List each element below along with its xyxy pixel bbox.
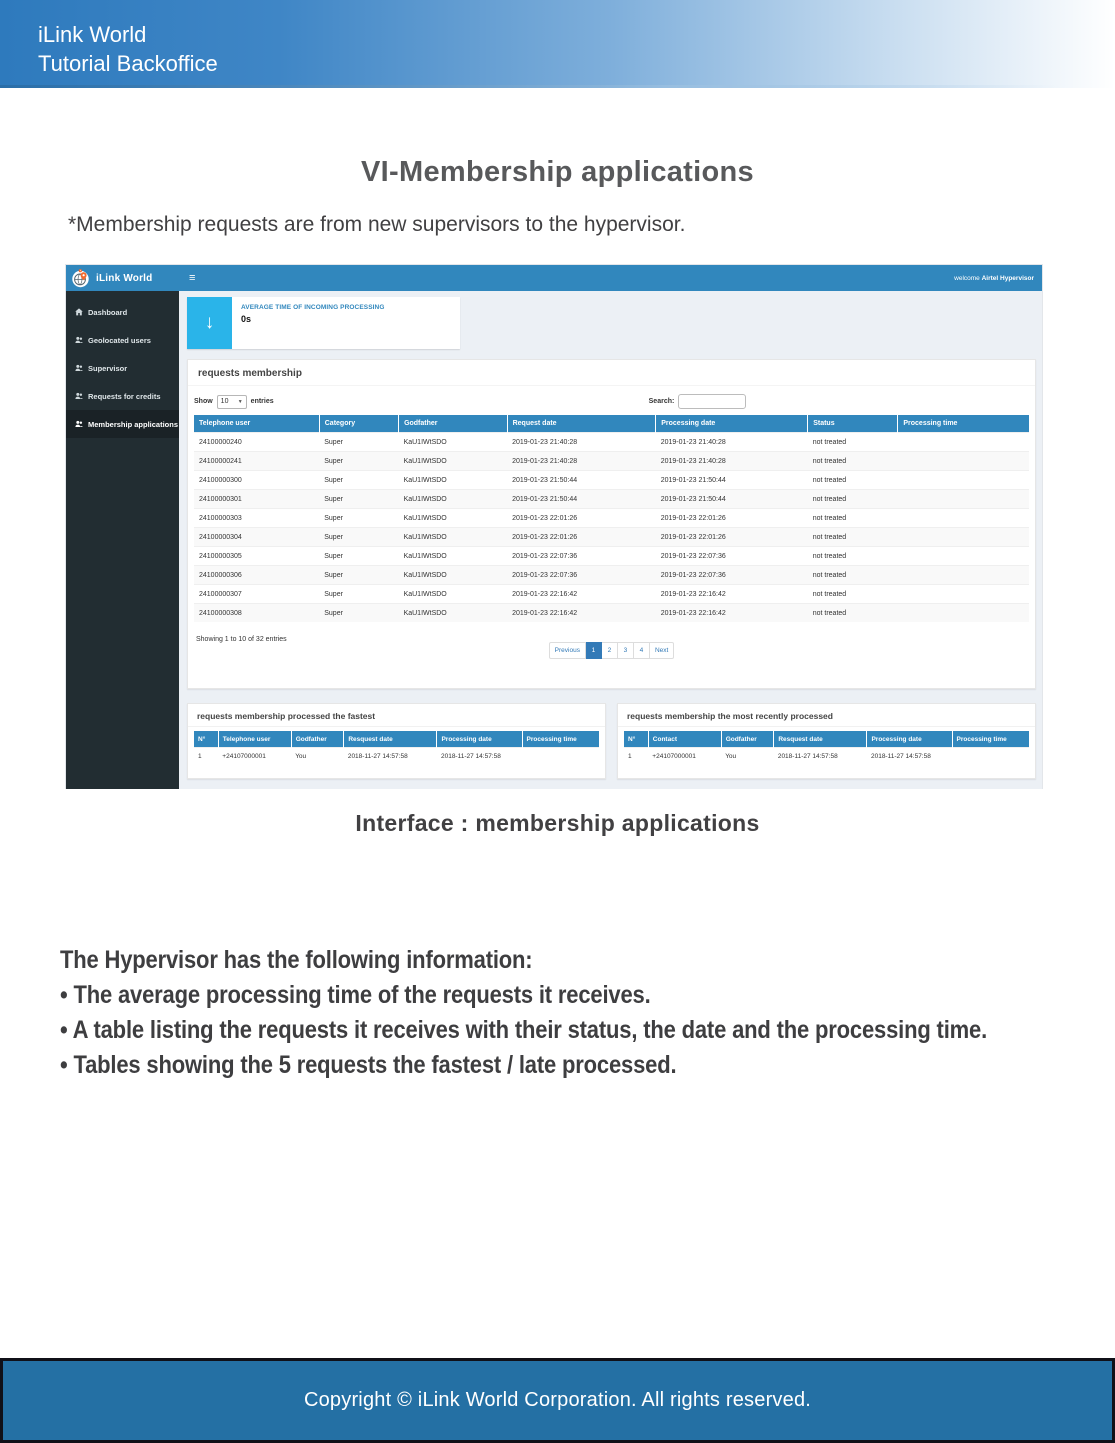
table-row bbox=[194, 604, 1029, 623]
table-cell: 24100000303 bbox=[194, 509, 319, 528]
column-header[interactable]: Godfather bbox=[721, 731, 774, 748]
table-cell: not treated bbox=[808, 566, 898, 585]
brand-logo-icon bbox=[71, 269, 90, 288]
info-bullet: • A table listing the requests it receives with their status, the date and the processing time. bbox=[60, 1016, 988, 1044]
table-controls bbox=[188, 386, 1035, 415]
requests-membership-table bbox=[194, 415, 1029, 622]
note-text: *Membership requests are from new supervisors to the hypervisor. bbox=[68, 213, 686, 236]
table-cell: 2019-01-23 22:07:36 bbox=[507, 566, 656, 585]
sidebar-item-label: Supervisor bbox=[88, 363, 128, 373]
average-time-card bbox=[187, 297, 460, 349]
table-cell: 2018-11-27 14:57:58 bbox=[867, 748, 952, 766]
column-header[interactable]: Resquest date bbox=[344, 731, 437, 748]
pagination-page-1[interactable]: 1 bbox=[586, 642, 602, 659]
table-row bbox=[194, 490, 1029, 509]
table-cell: Super bbox=[319, 490, 398, 509]
show-label: Show bbox=[194, 398, 213, 405]
column-header[interactable]: Contact bbox=[648, 731, 721, 748]
table-cell bbox=[898, 528, 1029, 547]
brand-name: iLink World bbox=[96, 272, 153, 284]
header-row bbox=[624, 731, 1029, 748]
table-cell: You bbox=[291, 748, 344, 766]
table-cell: not treated bbox=[808, 604, 898, 623]
table-cell: 2019-01-23 21:40:28 bbox=[507, 433, 656, 452]
table-cell: 2018-11-27 14:57:58 bbox=[437, 748, 522, 766]
copyright-text: Copyright © iLink World Corporation. All rights reserved. bbox=[303, 1389, 812, 1411]
table-cell: Super bbox=[319, 433, 398, 452]
sidebar-item-requests-for-credits[interactable] bbox=[66, 382, 179, 410]
table-row bbox=[194, 528, 1029, 547]
sidebar-item-dashboard[interactable] bbox=[66, 298, 179, 326]
column-header[interactable]: Category bbox=[319, 415, 398, 433]
table-cell: 2019-01-23 22:16:42 bbox=[507, 585, 656, 604]
table-cell bbox=[898, 604, 1029, 623]
table-cell bbox=[898, 452, 1029, 471]
fastest-processed-table bbox=[194, 731, 599, 765]
table-cell: You bbox=[721, 748, 774, 766]
table-cell: 2019-01-23 21:40:28 bbox=[656, 452, 808, 471]
sidebar-item-geolocated-users[interactable] bbox=[66, 326, 179, 354]
info-bullet: • The average processing time of the requests it receives. bbox=[60, 981, 651, 1009]
panel-title: requests membership processed the fastest bbox=[188, 704, 605, 727]
table-cell: KaU1IWtSDO bbox=[399, 433, 508, 452]
hamburger-menu-icon[interactable]: ≡ bbox=[189, 272, 196, 284]
column-header[interactable]: Processing date bbox=[867, 731, 952, 748]
column-header[interactable]: Processing date bbox=[437, 731, 522, 748]
recently-processed-panel bbox=[617, 703, 1036, 779]
table-cell: KaU1IWtSDO bbox=[399, 585, 508, 604]
column-header[interactable]: Processing time bbox=[898, 415, 1029, 433]
info-heading: The Hypervisor has the following information: bbox=[60, 946, 533, 974]
table-cell: not treated bbox=[808, 490, 898, 509]
panel-title: requests membership the most recently processed bbox=[618, 704, 1035, 727]
table-cell: 2018-11-27 14:57:58 bbox=[344, 748, 437, 766]
column-header[interactable]: Godfather bbox=[291, 731, 344, 748]
table-cell: not treated bbox=[808, 547, 898, 566]
table-cell: KaU1IWtSDO bbox=[399, 604, 508, 623]
column-header[interactable]: Telephone user bbox=[218, 731, 291, 748]
table-row bbox=[194, 566, 1029, 585]
entries-summary: Showing 1 to 10 of 32 entries bbox=[196, 636, 287, 643]
document-footer bbox=[0, 1358, 1115, 1443]
column-header[interactable]: Request date bbox=[507, 415, 656, 433]
welcome-prefix: welcome bbox=[954, 274, 980, 282]
table-cell: Super bbox=[319, 604, 398, 623]
table-cell: not treated bbox=[808, 509, 898, 528]
table-row bbox=[194, 452, 1029, 471]
pagination bbox=[194, 642, 1029, 659]
header-row bbox=[194, 731, 599, 748]
table-cell: 2019-01-23 21:50:44 bbox=[656, 490, 808, 509]
info-bullet: • Tables showing the 5 requests the fastest / late processed. bbox=[60, 1051, 677, 1079]
entries-select[interactable] bbox=[217, 395, 247, 409]
table-cell: KaU1IWtSDO bbox=[399, 566, 508, 585]
table-cell: 2019-01-23 22:07:36 bbox=[507, 547, 656, 566]
fastest-processed-panel bbox=[187, 703, 606, 779]
table-row bbox=[624, 748, 1029, 766]
column-header[interactable]: Telephone user bbox=[194, 415, 319, 433]
table-cell: 1 bbox=[624, 748, 648, 766]
table-cell: 24100000300 bbox=[194, 471, 319, 490]
table-cell: 2019-01-23 21:40:28 bbox=[507, 452, 656, 471]
table-cell bbox=[898, 471, 1029, 490]
column-header[interactable]: Processing time bbox=[952, 731, 1029, 748]
table-cell: not treated bbox=[808, 585, 898, 604]
table-row bbox=[194, 433, 1029, 452]
panel-title: requests membership bbox=[188, 360, 1035, 386]
table-cell: 2018-11-27 14:57:58 bbox=[774, 748, 867, 766]
table-cell: Super bbox=[319, 547, 398, 566]
table-body bbox=[624, 748, 1029, 766]
table-cell bbox=[898, 509, 1029, 528]
table-row bbox=[194, 471, 1029, 490]
table-cell bbox=[898, 547, 1029, 566]
info-text-block bbox=[60, 943, 1068, 1083]
home-icon bbox=[75, 308, 83, 316]
table-cell: Super bbox=[319, 585, 398, 604]
column-header[interactable]: N° bbox=[194, 731, 218, 748]
table-cell: not treated bbox=[808, 433, 898, 452]
sidebar-item-label: Dashboard bbox=[88, 307, 128, 317]
entries-control bbox=[194, 395, 274, 409]
table-cell: 2019-01-23 21:50:44 bbox=[656, 471, 808, 490]
table-cell: 24100000307 bbox=[194, 585, 319, 604]
table-body bbox=[194, 748, 599, 766]
doc-header-line2: Tutorial Backoffice bbox=[38, 51, 218, 76]
table-cell: KaU1IWtSDO bbox=[399, 452, 508, 471]
users-icon bbox=[75, 364, 83, 372]
table-cell: 2019-01-23 22:07:36 bbox=[656, 547, 808, 566]
table-cell: 2019-01-23 22:01:26 bbox=[507, 528, 656, 547]
table-cell: not treated bbox=[808, 528, 898, 547]
table-cell: Super bbox=[319, 471, 398, 490]
column-header[interactable]: N° bbox=[624, 731, 648, 748]
page-title: VI-Membership applications bbox=[361, 156, 754, 188]
users-icon bbox=[75, 420, 83, 428]
table-cell: 24100000305 bbox=[194, 547, 319, 566]
table-cell: 2019-01-23 22:16:42 bbox=[656, 585, 808, 604]
table-cell: +24107000001 bbox=[648, 748, 721, 766]
table-cell: Super bbox=[319, 528, 398, 547]
sidebar-item-label: Requests for credits bbox=[88, 391, 161, 401]
entries-label: entries bbox=[250, 398, 274, 405]
table-cell: 1 bbox=[194, 748, 218, 766]
table-cell: Super bbox=[319, 566, 398, 585]
welcome-text bbox=[954, 275, 1034, 282]
column-header[interactable]: Resquest date bbox=[774, 731, 867, 748]
table-row bbox=[194, 509, 1029, 528]
table-cell: KaU1IWtSDO bbox=[399, 547, 508, 566]
pagination-page-4[interactable]: 4 bbox=[634, 642, 650, 659]
app-topbar bbox=[66, 265, 1042, 291]
header-row bbox=[194, 415, 1029, 433]
column-header[interactable]: Processing time bbox=[522, 731, 599, 748]
table-cell: KaU1IWtSDO bbox=[399, 490, 508, 509]
column-header[interactable]: Status bbox=[808, 415, 898, 433]
pagination-page-3[interactable]: 3 bbox=[618, 642, 634, 659]
table-cell: 2019-01-23 22:01:26 bbox=[656, 528, 808, 547]
table-cell: 2019-01-23 22:16:42 bbox=[507, 604, 656, 623]
table-cell: Super bbox=[319, 509, 398, 528]
sidebar-item-membership-applications[interactable] bbox=[66, 410, 179, 438]
table-cell bbox=[898, 433, 1029, 452]
welcome-user: Airtel Hypervisor bbox=[981, 274, 1034, 282]
table-cell: 2019-01-23 21:50:44 bbox=[507, 471, 656, 490]
table-cell: 24100000301 bbox=[194, 490, 319, 509]
search-control bbox=[649, 394, 747, 409]
table-footer bbox=[188, 622, 1035, 659]
document-header bbox=[0, 0, 1115, 88]
column-header[interactable]: Godfather bbox=[399, 415, 508, 433]
app-navbar bbox=[179, 265, 1042, 291]
table-row bbox=[194, 547, 1029, 566]
search-input[interactable] bbox=[678, 394, 746, 409]
doc-header-line1: iLink World bbox=[38, 22, 147, 47]
table-cell: KaU1IWtSDO bbox=[399, 509, 508, 528]
table-cell: 2019-01-23 21:50:44 bbox=[507, 490, 656, 509]
pagination-previous[interactable]: Previous bbox=[549, 642, 586, 659]
sidebar-item-supervisor[interactable] bbox=[66, 354, 179, 382]
bottom-panels bbox=[187, 703, 1036, 779]
recently-processed-table bbox=[624, 731, 1029, 765]
table-cell: 2019-01-23 22:01:26 bbox=[507, 509, 656, 528]
sidebar bbox=[66, 291, 179, 789]
search-label: Search: bbox=[648, 398, 675, 405]
table-cell: 2019-01-23 22:16:42 bbox=[656, 604, 808, 623]
app-screenshot bbox=[65, 264, 1043, 789]
table-cell bbox=[952, 748, 1029, 766]
users-icon bbox=[75, 392, 83, 400]
app-main bbox=[179, 291, 1042, 789]
table-head bbox=[194, 415, 1029, 433]
table-cell: 2019-01-23 21:40:28 bbox=[656, 433, 808, 452]
table-cell: 24100000241 bbox=[194, 452, 319, 471]
table-cell: Super bbox=[319, 452, 398, 471]
pagination-page-2[interactable]: 2 bbox=[602, 642, 618, 659]
sidebar-item-label: Membership applications bbox=[88, 419, 179, 429]
table-cell: not treated bbox=[808, 452, 898, 471]
table-row bbox=[194, 585, 1029, 604]
pagination-next[interactable]: Next bbox=[650, 642, 674, 659]
table-cell bbox=[898, 585, 1029, 604]
table-cell bbox=[898, 490, 1029, 509]
sidebar-item-label: Geolocated users bbox=[88, 335, 151, 345]
table-row bbox=[194, 748, 599, 766]
app-logo[interactable] bbox=[66, 265, 179, 291]
users-icon bbox=[75, 336, 83, 344]
stat-card-value: 0s bbox=[241, 314, 252, 324]
down-arrow-icon: ↓ bbox=[187, 297, 232, 349]
screenshot-caption: Interface : membership applications bbox=[355, 810, 760, 836]
table-cell: 24100000306 bbox=[194, 566, 319, 585]
requests-membership-panel bbox=[187, 359, 1036, 689]
table-head bbox=[194, 731, 599, 748]
table-cell: 2019-01-23 22:01:26 bbox=[656, 509, 808, 528]
table-cell bbox=[522, 748, 599, 766]
table-cell: KaU1IWtSDO bbox=[399, 528, 508, 547]
table-cell: +24107000001 bbox=[218, 748, 291, 766]
table-cell: not treated bbox=[808, 471, 898, 490]
table-cell: 2019-01-23 22:07:36 bbox=[656, 566, 808, 585]
table-cell: 24100000308 bbox=[194, 604, 319, 623]
table-cell: KaU1IWtSDO bbox=[399, 471, 508, 490]
entries-select-value: 10 bbox=[220, 398, 229, 405]
chevron-down-icon: ▼ bbox=[237, 398, 243, 405]
table-body bbox=[194, 433, 1029, 623]
stat-card-body bbox=[232, 297, 385, 349]
table-cell: 24100000304 bbox=[194, 528, 319, 547]
table-head bbox=[624, 731, 1029, 748]
app-body bbox=[66, 291, 1042, 789]
table-cell bbox=[898, 566, 1029, 585]
table-cell: 24100000240 bbox=[194, 433, 319, 452]
stat-card-label: AVERAGE TIME OF INCOMING PROCESSING bbox=[241, 304, 385, 311]
column-header[interactable]: Processing date bbox=[656, 415, 808, 433]
